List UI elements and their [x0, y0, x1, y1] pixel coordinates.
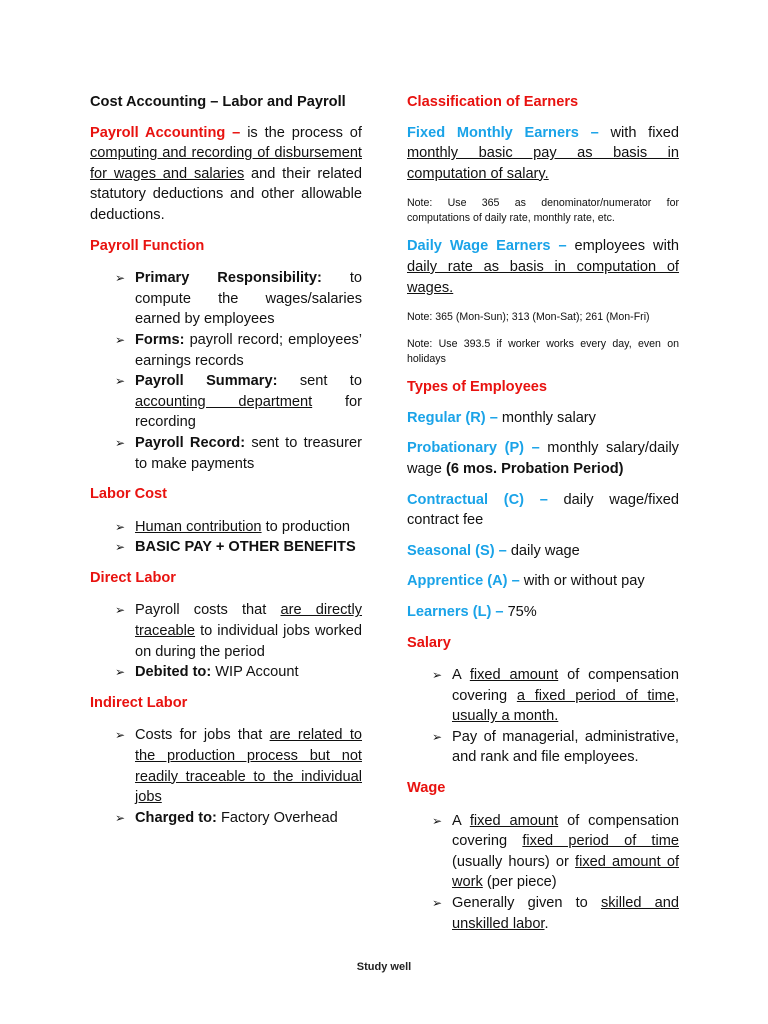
- list-item: ➢ Payroll Record: sent to treasurer to make payments: [115, 434, 362, 472]
- arrow-bullet-icon: ➢: [432, 729, 443, 744]
- payroll-function-heading: Payroll Function: [90, 237, 205, 254]
- list-item: ➢ Charged to: Factory Overhead: [135, 808, 362, 829]
- left-column: [90, 92, 362, 828]
- fixed-monthly-earners: Fixed Monthly Earners – with fixed monthly basic pay as basis in computation of salary.: [407, 124, 680, 182]
- labor-cost-heading: Labor Cost: [90, 486, 168, 503]
- list-item: ➢ Pay of managerial, administrative, and rank and file employees.: [432, 728, 679, 766]
- footer-text: Study well: [356, 961, 412, 973]
- direct-labor-list: [90, 600, 362, 682]
- arrow-bullet-icon: ➢: [115, 435, 126, 450]
- salary-heading: Salary: [407, 634, 451, 651]
- wage-list: [407, 811, 679, 935]
- note-393: Note: Use 393.5 if worker works every day, even on holidays: [407, 338, 679, 366]
- wage-heading: Wage: [407, 780, 446, 797]
- types-heading: Types of Employees: [407, 379, 548, 396]
- arrow-bullet-icon: ➢: [115, 271, 126, 286]
- arrow-bullet-icon: ➢: [432, 668, 443, 683]
- arrow-bullet-icon: ➢: [115, 540, 126, 555]
- classification-heading: Classification of Earners: [407, 94, 579, 110]
- labor-cost-list: [90, 517, 362, 558]
- daily-wage-earners: Daily Wage Earners – employees with daily rate as basis in computation of wages.: [407, 238, 679, 296]
- salary-list: [407, 665, 679, 768]
- arrow-bullet-icon: ➢: [115, 374, 126, 389]
- list-item: ➢ Costs for jobs that are related to the production process but not readily traceable to the individual jobs: [115, 727, 363, 806]
- payroll-accounting-definition: Payroll Accounting – is the process of computing and recording of disbursement for wages and salaries and their related statutory deductions and other allowable deductions.: [90, 124, 362, 223]
- list-item: ➢ Payroll Summary: sent to accounting department for recording: [115, 373, 362, 431]
- arrow-bullet-icon: ➢: [115, 810, 126, 825]
- list-item: ➢ A fixed amount of compensation covering a fixed period of time, usually a month.: [432, 667, 679, 725]
- list-item: ➢ Forms: payroll record; employees’ earnings records: [115, 331, 362, 369]
- indirect-labor-list: [90, 725, 362, 828]
- list-item: ➢ A fixed amount of compensation covering fixed period of time (usually hours) or fixed amount of work (per piece): [432, 812, 679, 891]
- direct-labor-heading: Direct Labor: [90, 569, 176, 586]
- list-item: ➢ BASIC PAY + OTHER BENEFITS: [135, 537, 362, 558]
- type-seasonal: Seasonal (S) – daily wage: [407, 542, 580, 559]
- arrow-bullet-icon: ➢: [115, 603, 126, 618]
- type-contractual: Contractual (C) – daily wage/fixed contract fee: [407, 491, 679, 529]
- note-365: Note: Use 365 as denominator/numerator for computations of daily rate, monthly rate, etc.: [407, 197, 679, 225]
- arrow-bullet-icon: ➢: [432, 813, 443, 828]
- document-title: Cost Accounting – Labor and Payroll: [90, 94, 346, 110]
- right-column: [407, 92, 679, 934]
- list-item: ➢ Debited to: WIP Account: [135, 662, 362, 683]
- list-item: ➢ Primary Responsibility: to compute the wages/salaries earned by employees: [115, 270, 362, 328]
- list-item: ➢ Generally given to skilled and unskilled labor.: [432, 895, 679, 932]
- type-apprentice: Apprentice (A) – with or without pay: [407, 573, 645, 590]
- type-learners: Learners (L) – 75%: [407, 603, 537, 620]
- payroll-function-list: [90, 268, 362, 474]
- arrow-bullet-icon: ➢: [115, 519, 126, 534]
- arrow-bullet-icon: ➢: [115, 665, 126, 680]
- list-item: ➢ Human contribution to production: [135, 517, 362, 538]
- note-days: Note: 365 (Mon-Sun); 313 (Mon-Sat); 261 (Mon-Fri): [407, 311, 650, 324]
- arrow-bullet-icon: ➢: [115, 728, 126, 743]
- type-probationary: Probationary (P) – monthly salary/daily wage (6 mos. Probation Period): [407, 440, 679, 477]
- arrow-bullet-icon: ➢: [432, 896, 443, 911]
- payroll-accounting-term: Payroll Accounting –: [90, 124, 241, 141]
- type-regular: Regular (R) – monthly salary: [407, 409, 596, 426]
- arrow-bullet-icon: ➢: [115, 332, 126, 347]
- indirect-labor-heading: Indirect Labor: [90, 694, 188, 711]
- list-item: ➢ Payroll costs that are directly traceable to individual jobs worked on during the period: [115, 602, 362, 660]
